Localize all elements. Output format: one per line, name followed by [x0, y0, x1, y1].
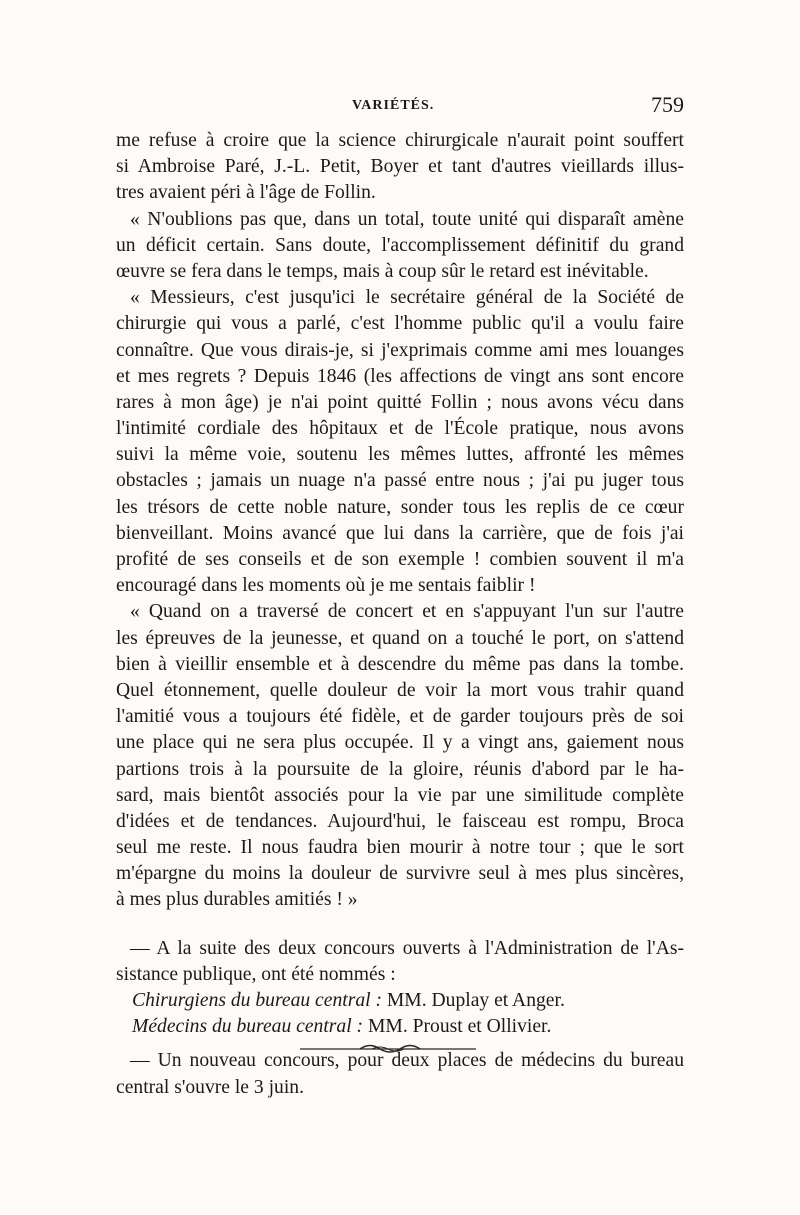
text-line: et mes regrets ? Depuis 1846 (les affections de vingt ans sont encore	[116, 365, 684, 387]
text-line: l'amitié vous a toujours été fidèle, et de garder toujours près de soi	[116, 706, 684, 728]
text-line: obstacles ; jamais un nuage n'a passé entre nous ; j'ai pu juger tous	[116, 470, 684, 492]
text-line: à mes plus durables amitiés ! »	[116, 889, 358, 911]
end-ornament	[300, 1042, 476, 1054]
text-line: un déficit certain. Sans doute, l'accomplissement définitif du grand	[116, 234, 684, 256]
nominee-names: MM. Duplay et Anger.	[381, 990, 565, 1011]
nominee-role: Chirurgiens du bureau central :	[132, 990, 382, 1011]
text-line: m'épargne du moins la douleur de survivre seul à mes plus sincères,	[116, 863, 684, 885]
text-line: connaître. Que vous dirais-je, si j'exprimais comme ami mes louanges	[116, 339, 684, 361]
text-line: — Un nouveau concours, pour deux places de médecins du bureau	[130, 1050, 684, 1072]
nominee-role: Médecins du bureau central :	[132, 1016, 364, 1038]
text-line: chirurgie qui vous a parlé, c'est l'homme public qu'il a voulu faire	[116, 313, 684, 335]
notice-competition	[116, 1048, 684, 1100]
nominee-names: MM. Proust et Ollivier.	[363, 1016, 552, 1038]
text-line: les épreuves de la jeunesse, et quand on a touché le port, on s'attend	[116, 627, 684, 649]
text-line: l'intimité cordiale des hôpitaux et de l'École pratique, nous avons	[116, 418, 684, 440]
text-line: partions trois à la poursuite de la gloire, réunis d'abord par le ha-	[116, 758, 684, 780]
paragraph-1	[116, 128, 684, 207]
text-line: « Quand on a traversé de concert et en s'appuyant l'un sur l'autre	[130, 601, 684, 623]
section-gap	[116, 914, 684, 936]
text-line: une place qui ne sera plus occupée. Il y a vingt ans, gaiement nous	[116, 732, 684, 754]
text-line: encouragé dans les moments où je me sentais faiblir !	[116, 575, 536, 597]
body-text	[116, 128, 684, 1101]
text-line: les trésors de cette noble nature, sonder tous les replis de ce cœur	[116, 496, 684, 518]
notice-appointments	[116, 936, 684, 1041]
text-line: tres avaient péri à l'âge de Follin.	[116, 182, 376, 204]
page-number: 759	[651, 92, 684, 117]
text-line: si Ambroise Paré, J.-L. Petit, Boyer et tant d'autres vieillards illus-	[116, 156, 684, 178]
text-line: me refuse à croire que la science chirurgicale n'aurait point souffert	[116, 130, 684, 151]
paragraph-3	[116, 285, 684, 599]
nominee-line	[116, 988, 684, 1014]
text-line: rares à mon âge) je n'ai point quitté Follin ; nous avons vécu dans	[116, 391, 684, 413]
text-line: bienveillant. Moins avancé que lui dans la carrière, que de fois j'ai	[116, 522, 684, 544]
text-line: sistance publique, ont été nommés :	[116, 963, 396, 985]
text-line: « N'oublions pas que, dans un total, toute unité qui disparaît amène	[130, 208, 684, 230]
page-header	[116, 92, 684, 122]
text-line: « Messieurs, c'est jusqu'ici le secrétaire général de la Société de	[130, 287, 684, 309]
running-title: VARIÉTÉS.	[352, 98, 435, 113]
text-line: Quel étonnement, quelle douleur de voir la mort vous trahir quand	[116, 679, 684, 701]
text-line: suivi la même voie, soutenu les mêmes luttes, affronté les mêmes	[116, 444, 684, 466]
text-line: œuvre se fera dans le temps, mais à coup sûr le retard est inévitable.	[116, 260, 649, 282]
text-line: — A la suite des deux concours ouverts à l'Administration de l'As-	[130, 937, 684, 959]
text-line: bien à vieillir ensemble et à descendre du même pas dans la tombe.	[116, 653, 684, 675]
text-line: profité de ses conseils et de son exemple ! combien souvent il m'a	[116, 549, 684, 570]
paragraph-2	[116, 207, 684, 286]
nominee-line	[116, 1014, 684, 1040]
text-line: seul me reste. Il nous faudra bien mourir à notre tour ; que le sort	[116, 837, 684, 859]
text-line: central s'ouvre le 3 juin.	[116, 1076, 304, 1098]
paragraph-4	[116, 599, 684, 913]
text-line: sard, mais bientôt associés pour la vie par une similitude complète	[116, 784, 684, 806]
text-line: d'idées et de tendances. Aujourd'hui, le faisceau est rompu, Broca	[116, 810, 684, 832]
